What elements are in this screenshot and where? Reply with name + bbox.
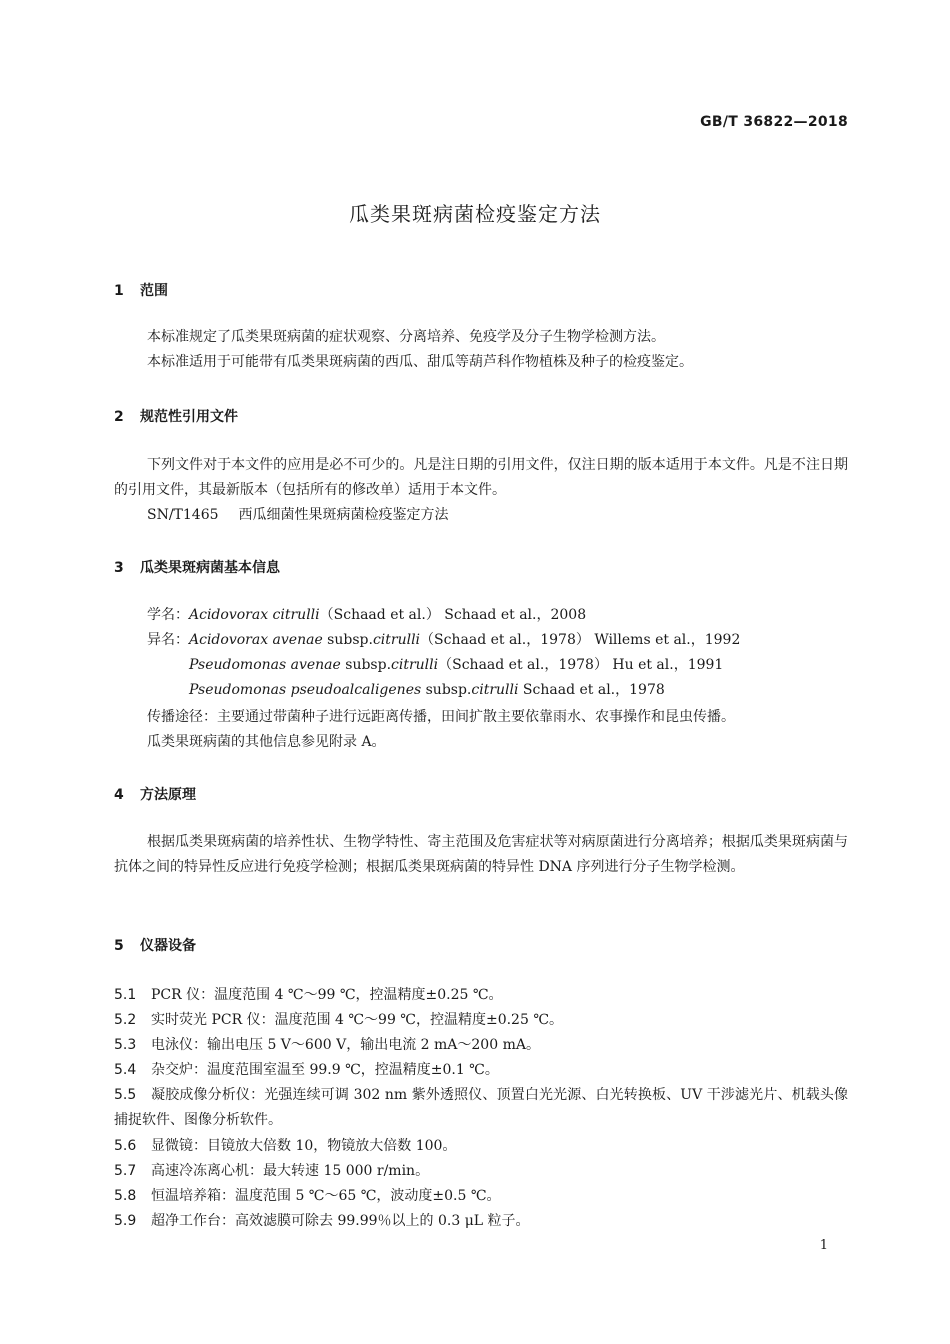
synonym-genus: Acidovorax avenae bbox=[189, 632, 323, 648]
item-number: 5.3 bbox=[114, 1037, 137, 1053]
equipment-item bbox=[114, 1184, 501, 1209]
synonym-genus: Pseudomonas avenae bbox=[189, 657, 341, 673]
reference-title: 西瓜细菌性果斑病菌检疫鉴定方法 bbox=[238, 507, 449, 523]
equipment-item bbox=[114, 1058, 499, 1083]
item-text: 电泳仪：输出电压 5 V～600 V，输出电流 2 mA～200 mA。 bbox=[151, 1037, 540, 1053]
item-number: 5.5 bbox=[114, 1087, 137, 1103]
section-title: 方法原理 bbox=[140, 787, 196, 803]
synonym-epithet: citrulli bbox=[372, 632, 421, 648]
synonym-line-1 bbox=[147, 628, 740, 653]
document-title: 瓜类果斑病菌检疫鉴定方法 bbox=[349, 202, 601, 226]
section-1-heading bbox=[114, 280, 168, 300]
section-number: 4 bbox=[114, 787, 124, 803]
transmission-line: 传播途径：主要通过带菌种子进行远距离传播，田间扩散主要依靠雨水、农事操作和昆虫传播。 bbox=[147, 709, 735, 725]
item-number: 5.9 bbox=[114, 1213, 137, 1229]
synonym-subsp: subsp. bbox=[421, 682, 472, 698]
synonym-subsp: subsp. bbox=[322, 632, 373, 648]
section-5-heading bbox=[114, 935, 196, 955]
scientific-name-line bbox=[147, 603, 586, 628]
item-number: 5.4 bbox=[114, 1062, 137, 1078]
section-title: 仪器设备 bbox=[140, 938, 196, 954]
scientific-name: Acidovorax citrulli bbox=[189, 607, 320, 623]
item-number: 5.1 bbox=[114, 987, 137, 1003]
synonym-author: Schaad et al.，1978 bbox=[518, 682, 665, 698]
section-4-heading bbox=[114, 784, 196, 804]
normative-reference bbox=[147, 503, 449, 528]
reference-code: SN/T1465 bbox=[147, 507, 219, 523]
standard-code: GB/T 36822—2018 bbox=[700, 114, 848, 130]
section-number: 2 bbox=[114, 409, 124, 425]
equipment-item bbox=[114, 1209, 530, 1234]
page-number: 1 bbox=[819, 1238, 828, 1253]
equipment-item bbox=[114, 1083, 848, 1133]
section-number: 1 bbox=[114, 283, 124, 299]
item-text: 显微镜：目镜放大倍数 10，物镜放大倍数 100。 bbox=[151, 1138, 457, 1154]
equipment-item bbox=[114, 1159, 429, 1184]
section-title: 范围 bbox=[140, 283, 168, 299]
equipment-item bbox=[114, 983, 503, 1008]
equipment-item bbox=[114, 1033, 540, 1058]
section-number: 3 bbox=[114, 560, 124, 576]
section-3-heading bbox=[114, 557, 280, 577]
item-number: 5.7 bbox=[114, 1163, 137, 1179]
item-text: 实时荧光 PCR 仪：温度范围 4 ℃～99 ℃，控温精度±0.25 ℃。 bbox=[151, 1012, 563, 1028]
synonym-epithet: citrulli bbox=[471, 682, 519, 698]
section-2-paragraph: 下列文件对于本文件的应用是必不可少的。凡是注日期的引用文件，仅注日期的版本适用于本文件。凡是不注日期的引用文件，其最新版本（包括所有的修改单）适用于本文件。 bbox=[114, 457, 848, 498]
section-1-paragraph-1: 本标准规定了瓜类果斑病菌的症状观察、分离培养、免疫学及分子生物学检测方法。 bbox=[147, 329, 665, 345]
synonym-line-3 bbox=[189, 678, 665, 703]
item-text: 杂交炉：温度范围室温至 99.9 ℃，控温精度±0.1 ℃。 bbox=[151, 1062, 499, 1078]
synonym-author: （Schaad et al.，1978） Hu et al.，1991 bbox=[438, 657, 724, 673]
item-text: 恒温培养箱：温度范围 5 ℃～65 ℃，波动度±0.5 ℃。 bbox=[151, 1188, 501, 1204]
item-number: 5.6 bbox=[114, 1138, 137, 1154]
item-number: 5.8 bbox=[114, 1188, 137, 1204]
item-text: PCR 仪：温度范围 4 ℃～99 ℃，控温精度±0.25 ℃。 bbox=[151, 987, 503, 1003]
synonym-genus: Pseudomonas pseudoalcaligenes bbox=[189, 682, 422, 698]
section-2-heading bbox=[114, 406, 238, 426]
synonym-epithet: citrulli bbox=[391, 657, 439, 673]
section-4-paragraph: 根据瓜类果斑病菌的培养性状、生物学特性、寄主范围及危害症状等对病原菌进行分离培养；根据瓜类果斑病菌与抗体之间的特异性反应进行免疫学检测；根据瓜类果斑病菌的特异性 DNA 序列进行分子生物学检测。 bbox=[114, 834, 848, 875]
other-info-line: 瓜类果斑病菌的其他信息参见附录 A。 bbox=[147, 734, 386, 750]
scientific-name-author: （Schaad et al.） Schaad et al.，2008 bbox=[319, 607, 587, 623]
equipment-item bbox=[114, 1008, 563, 1033]
equipment-item bbox=[114, 1134, 456, 1159]
synonym-label: 异名： bbox=[147, 632, 189, 648]
synonym-author: （Schaad et al.，1978） Willems et al.，1992 bbox=[420, 632, 741, 648]
item-text: 超净工作台：高效滤膜可除去 99.99％以上的 0.3 μL 粒子。 bbox=[151, 1213, 530, 1229]
scientific-name-label: 学名： bbox=[147, 607, 189, 623]
section-title: 规范性引用文件 bbox=[140, 409, 238, 425]
item-text: 凝胶成像分析仪：光强连续可调 302 nm 紫外透照仪、顶置白光光源、白光转换板、UV 干涉滤光片、机载头像捕捉软件、图像分析软件。 bbox=[114, 1087, 848, 1128]
synonym-line-2 bbox=[189, 653, 723, 678]
item-text: 高速冷冻离心机：最大转速 15 000 r/min。 bbox=[151, 1163, 430, 1179]
section-1-paragraph-2: 本标准适用于可能带有瓜类果斑病菌的西瓜、甜瓜等葫芦科作物植株及种子的检疫鉴定。 bbox=[147, 354, 693, 370]
synonym-subsp: subsp. bbox=[340, 657, 392, 673]
section-number: 5 bbox=[114, 938, 124, 954]
section-title: 瓜类果斑病菌基本信息 bbox=[140, 560, 280, 576]
item-number: 5.2 bbox=[114, 1012, 137, 1028]
